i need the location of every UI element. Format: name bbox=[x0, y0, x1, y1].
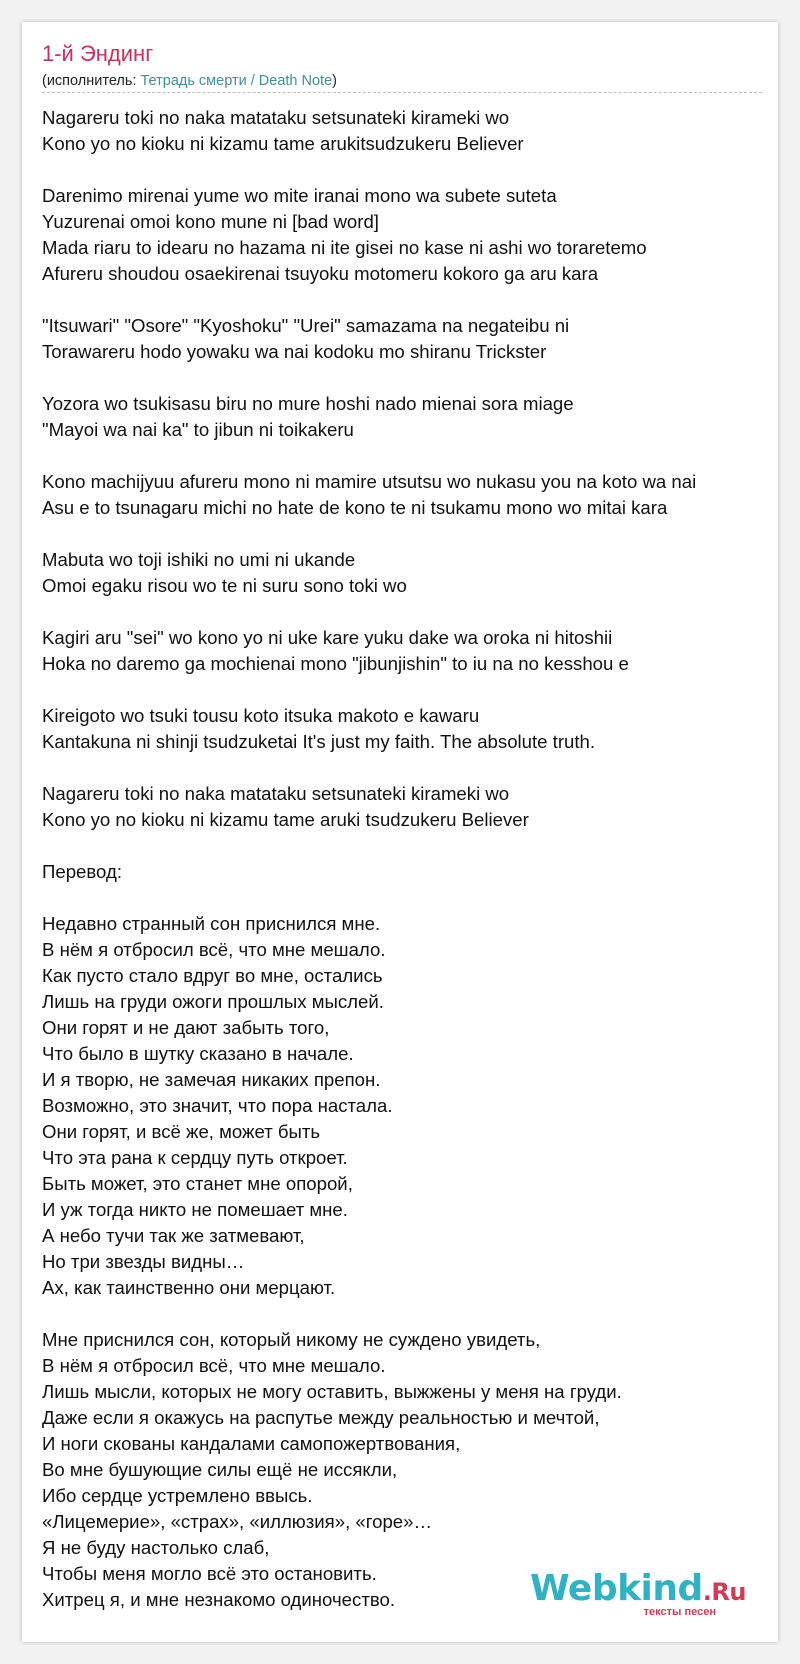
stanza-gap bbox=[42, 755, 772, 781]
lyric-line: Но три звезды видны… bbox=[42, 1251, 245, 1272]
lyric-line: Ибо сердце устремлено ввысь. bbox=[42, 1485, 313, 1506]
lyric-line: И я творю, не замечая никаких препон. bbox=[42, 1069, 381, 1090]
lyric-line: Мне приснился сон, который никому не суждено увидеть, bbox=[42, 1329, 541, 1350]
lyric-line: Yuzurenai omoi kono mune ni [bad word] bbox=[42, 211, 379, 232]
lyric-line: Лишь на груди ожоги прошлых мыслей. bbox=[42, 991, 384, 1012]
lyric-line: Darenimo mirenai yume wo mite iranai mono wa subete suteta bbox=[42, 185, 557, 206]
lyric-line: Даже если я окажусь на распутье между реальностью и мечтой, bbox=[42, 1407, 600, 1428]
lyric-line: Omoi egaku risou wo te ni suru sono toki wo bbox=[42, 575, 407, 596]
stanza-gap bbox=[42, 1301, 772, 1327]
lyrics-text bbox=[42, 105, 772, 1613]
lyric-line: Лишь мысли, которых не могу оставить, выжжены у меня на груди. bbox=[42, 1381, 622, 1402]
artist-prefix: (исполнитель: bbox=[42, 73, 141, 89]
artist-suffix: ) bbox=[332, 73, 337, 89]
artist-line bbox=[42, 72, 337, 90]
stanza-gap bbox=[42, 677, 772, 703]
stanza-gap bbox=[42, 885, 772, 911]
lyric-line: Hoka no daremo ga mochienai mono "jibunjishin" to iu na no kesshou e bbox=[42, 653, 629, 674]
stanza-gap bbox=[42, 157, 772, 183]
lyric-line: Недавно странный сон приснился мне. bbox=[42, 913, 381, 934]
lyric-line: Mada riaru to idearu no hazama ni ite gisei no kase ni ashi wo toraretemo bbox=[42, 237, 647, 258]
lyric-line: "Mayoi wa nai ka" to jibun ni toikakeru bbox=[42, 419, 354, 440]
webkind-logo[interactable] bbox=[530, 1568, 746, 1618]
logo-tagline: тексты песен bbox=[643, 1606, 716, 1618]
artist-link[interactable]: Тетрадь смерти / Death Note bbox=[140, 73, 333, 89]
logo-tld: Ru bbox=[711, 1578, 746, 1606]
lyric-line: Они горят и не дают забыть того, bbox=[42, 1017, 330, 1038]
lyric-line: Mabuta wo toji ishiki no umi ni ukande bbox=[42, 549, 356, 570]
lyric-line: Ах, как таинственно они мерцают. bbox=[42, 1277, 336, 1298]
stanza-gap bbox=[42, 521, 772, 547]
lyric-line: Как пусто стало вдруг во мне, остались bbox=[42, 965, 383, 986]
lyric-line: Возможно, это значит, что пора настала. bbox=[42, 1095, 393, 1116]
stanza-gap bbox=[42, 287, 772, 313]
lyric-line: Kono machijyuu afureru mono ni mamire utsutsu wo nukasu you na koto wa nai bbox=[42, 471, 697, 492]
lyric-line: И уж тогда никто не помешает мне. bbox=[42, 1199, 348, 1220]
lyric-line: Во мне бушующие силы ещё не иссякли, bbox=[42, 1459, 398, 1480]
lyric-line: Kagiri aru "sei" wo kono yo ni uke kare yuku dake wa oroka ni hitoshii bbox=[42, 627, 613, 648]
lyric-line: Yozora wo tsukisasu biru no mure hoshi nado mienai sora miage bbox=[42, 393, 574, 414]
lyric-line: Что эта рана к сердцу путь откроет. bbox=[42, 1147, 348, 1168]
lyric-line: «Лицемерие», «страх», «иллюзия», «горе»… bbox=[42, 1511, 433, 1532]
lyric-line: Kono yo no kioku ni kizamu tame aruki tsudzukeru Believer bbox=[42, 809, 529, 830]
lyric-line: Хитрец я, и мне незнакомо одиночество. bbox=[42, 1589, 396, 1610]
stanza-gap bbox=[42, 365, 772, 391]
stanza-gap bbox=[42, 833, 772, 859]
lyric-line: И ноги скованы кандалами самопожертвования, bbox=[42, 1433, 461, 1454]
lyric-line: Kireigoto wo tsuki tousu koto itsuka makoto e kawaru bbox=[42, 705, 480, 726]
lyric-line: "Itsuwari" "Osore" "Kyoshoku" "Urei" samazama na negateibu ni bbox=[42, 315, 570, 336]
content-card bbox=[22, 22, 778, 1642]
lyric-line: Kantakuna ni shinji tsudzuketai It's just my faith. The absolute truth. bbox=[42, 731, 596, 752]
lyric-line: Torawareru hodo yowaku wa nai kodoku mo shiranu Trickster bbox=[42, 341, 547, 362]
lyric-line: А небо тучи так же затмевают, bbox=[42, 1225, 305, 1246]
lyric-line: Nagareru toki no naka matataku setsunateki kirameki wo bbox=[42, 107, 510, 128]
lyric-line: Что было в шутку сказано в начале. bbox=[42, 1043, 354, 1064]
header-divider bbox=[42, 92, 762, 93]
lyric-line: Чтобы меня могло всё это остановить. bbox=[42, 1563, 377, 1584]
logo-dot: . bbox=[702, 1578, 712, 1606]
lyric-line: Asu e to tsunagaru michi no hate de kono te ni tsukamu mono wo mitai kara bbox=[42, 497, 668, 518]
lyric-line: В нём я отбросил всё, что мне мешало. bbox=[42, 939, 386, 960]
lyric-line: Kono yo no kioku ni kizamu tame arukitsudzukeru Believer bbox=[42, 133, 524, 154]
stanza-gap bbox=[42, 599, 772, 625]
lyric-line: Они горят, и всё же, может быть bbox=[42, 1121, 321, 1142]
stanza-gap bbox=[42, 443, 772, 469]
lyric-line: Я не буду настолько слаб, bbox=[42, 1537, 270, 1558]
logo-name: Webkind bbox=[530, 1568, 703, 1609]
lyric-line: Быть может, это станет мне опорой, bbox=[42, 1173, 353, 1194]
lyric-line: В нём я отбросил всё, что мне мешало. bbox=[42, 1355, 386, 1376]
page-title: 1-й Эндинг bbox=[42, 41, 154, 66]
lyric-line: Afureru shoudou osaekirenai tsuyoku motomeru kokoro ga aru kara bbox=[42, 263, 599, 284]
lyric-line: Перевод: bbox=[42, 861, 123, 882]
lyric-line: Nagareru toki no naka matataku setsunateki kirameki wo bbox=[42, 783, 510, 804]
logo-wordmark bbox=[530, 1568, 746, 1610]
